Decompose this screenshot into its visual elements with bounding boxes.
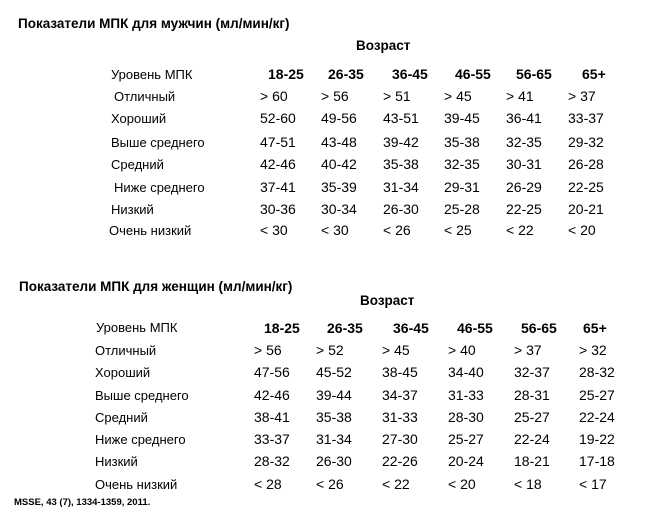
women-table-cell: > 56 bbox=[254, 342, 282, 358]
women-level-label: Хороший bbox=[95, 365, 151, 380]
women-table-cell: < 26 bbox=[316, 476, 344, 492]
women-table-cell: 35-38 bbox=[316, 409, 352, 425]
men-table-cell: 52-60 bbox=[260, 110, 296, 126]
men-table-cell: 30-31 bbox=[506, 156, 542, 172]
women-table-cell: 25-27 bbox=[514, 409, 550, 425]
women-table-cell: 27-30 bbox=[382, 431, 418, 447]
men-table-cell: 22-25 bbox=[506, 201, 542, 217]
women-table-title: Показатели МПК для женщин (мл/мин/кг) bbox=[19, 279, 293, 294]
men-table-cell: 47-51 bbox=[260, 134, 296, 150]
men-level-header: Уровень МПК bbox=[111, 67, 193, 82]
women-table-cell: 38-41 bbox=[254, 409, 290, 425]
men-table-cell: < 20 bbox=[568, 222, 596, 238]
women-table-cell: 42-46 bbox=[254, 387, 290, 403]
men-table-cell: > 60 bbox=[260, 88, 288, 104]
men-level-label: Выше среднего bbox=[111, 135, 205, 150]
men-table-cell: < 26 bbox=[383, 222, 411, 238]
women-table-cell: < 18 bbox=[514, 476, 542, 492]
men-table-cell: 39-45 bbox=[444, 110, 480, 126]
men-age-group-header: 18-25 bbox=[268, 66, 304, 82]
women-table-cell: 20-24 bbox=[448, 453, 484, 469]
women-level-label: Очень низкий bbox=[95, 477, 178, 492]
women-table-cell: 28-32 bbox=[254, 453, 290, 469]
men-table-cell: 26-29 bbox=[506, 179, 542, 195]
women-table-cell: 31-33 bbox=[382, 409, 418, 425]
men-level-label: Ниже среднего bbox=[114, 180, 205, 195]
men-table-cell: 35-38 bbox=[383, 156, 419, 172]
men-level-label: Средний bbox=[111, 157, 164, 172]
women-level-header: Уровень МПК bbox=[96, 320, 178, 335]
men-table-cell: 43-48 bbox=[321, 134, 357, 150]
women-table-cell: 28-30 bbox=[448, 409, 484, 425]
men-table-cell: 29-32 bbox=[568, 134, 604, 150]
men-age-group-header: 46-55 bbox=[455, 66, 491, 82]
women-table-cell: 32-37 bbox=[514, 364, 550, 380]
men-level-label: Отличный bbox=[114, 89, 176, 104]
men-table-cell: 32-35 bbox=[444, 156, 480, 172]
men-table-cell: < 30 bbox=[260, 222, 288, 238]
women-level-label: Низкий bbox=[95, 454, 138, 469]
men-table-cell: 36-41 bbox=[506, 110, 542, 126]
men-table-cell: 35-38 bbox=[444, 134, 480, 150]
women-table-cell: > 32 bbox=[579, 342, 607, 358]
women-level-label: Средний bbox=[95, 410, 148, 425]
men-age-group-header: 56-65 bbox=[516, 66, 552, 82]
women-table-cell: 34-40 bbox=[448, 364, 484, 380]
women-table-cell: 39-44 bbox=[316, 387, 352, 403]
men-table-cell: 39-42 bbox=[383, 134, 419, 150]
women-table-cell: 34-37 bbox=[382, 387, 418, 403]
men-age-label: Возраст bbox=[356, 38, 411, 53]
men-age-group-header: 26-35 bbox=[328, 66, 364, 82]
women-table-cell: > 40 bbox=[448, 342, 476, 358]
women-table-cell: 28-31 bbox=[514, 387, 550, 403]
men-table-cell: > 41 bbox=[506, 88, 534, 104]
men-table-cell: 26-28 bbox=[568, 156, 604, 172]
women-table-cell: < 17 bbox=[579, 476, 607, 492]
men-table-cell: 37-41 bbox=[260, 179, 296, 195]
men-table-cell: < 22 bbox=[506, 222, 534, 238]
women-table-cell: 18-21 bbox=[514, 453, 550, 469]
men-age-group-header: 65+ bbox=[582, 66, 606, 82]
men-table-cell: < 30 bbox=[321, 222, 349, 238]
men-level-label: Хороший bbox=[111, 111, 167, 126]
women-table-cell: 22-24 bbox=[514, 431, 550, 447]
men-table-cell: 43-51 bbox=[383, 110, 419, 126]
women-age-group-header: 18-25 bbox=[264, 320, 300, 336]
women-table-cell: 45-52 bbox=[316, 364, 352, 380]
women-table-cell: 17-18 bbox=[579, 453, 615, 469]
women-table-cell: 22-26 bbox=[382, 453, 418, 469]
women-age-group-header: 56-65 bbox=[521, 320, 557, 336]
women-level-label: Отличный bbox=[95, 343, 157, 358]
women-table-cell: 26-30 bbox=[316, 453, 352, 469]
women-table-cell: 47-56 bbox=[254, 364, 290, 380]
women-table-cell: 22-24 bbox=[579, 409, 615, 425]
men-table-cell: > 37 bbox=[568, 88, 596, 104]
women-table-cell: > 37 bbox=[514, 342, 542, 358]
women-table-cell: < 22 bbox=[382, 476, 410, 492]
women-age-label: Возраст bbox=[360, 293, 415, 308]
women-age-group-header: 65+ bbox=[583, 320, 607, 336]
women-table-cell: < 28 bbox=[254, 476, 282, 492]
men-table-cell: 42-46 bbox=[260, 156, 296, 172]
women-table-cell: 25-27 bbox=[448, 431, 484, 447]
women-table-cell: 25-27 bbox=[579, 387, 615, 403]
men-table-cell: 25-28 bbox=[444, 201, 480, 217]
men-level-label: Очень низкий bbox=[109, 223, 192, 238]
men-table-cell: 32-35 bbox=[506, 134, 542, 150]
men-table-cell: 20-21 bbox=[568, 201, 604, 217]
men-table-cell: 35-39 bbox=[321, 179, 357, 195]
men-table-cell: < 25 bbox=[444, 222, 472, 238]
men-table-cell: > 51 bbox=[383, 88, 411, 104]
women-table-cell: 31-33 bbox=[448, 387, 484, 403]
women-table-cell: > 45 bbox=[382, 342, 410, 358]
women-level-label: Ниже среднего bbox=[95, 432, 186, 447]
women-age-group-header: 36-45 bbox=[393, 320, 429, 336]
men-table-cell: > 56 bbox=[321, 88, 349, 104]
women-table-cell: 19-22 bbox=[579, 431, 615, 447]
men-level-label: Низкий bbox=[111, 202, 154, 217]
women-age-group-header: 26-35 bbox=[327, 320, 363, 336]
women-table-cell: 28-32 bbox=[579, 364, 615, 380]
women-table-cell: 31-34 bbox=[316, 431, 352, 447]
women-table-cell: 38-45 bbox=[382, 364, 418, 380]
women-table-cell: < 20 bbox=[448, 476, 476, 492]
source-citation: MSSE, 43 (7), 1334-1359, 2011. bbox=[14, 497, 151, 508]
men-table-cell: 26-30 bbox=[383, 201, 419, 217]
men-table-cell: 49-56 bbox=[321, 110, 357, 126]
men-table-cell: 40-42 bbox=[321, 156, 357, 172]
women-table-cell: > 52 bbox=[316, 342, 344, 358]
men-table-cell: 30-34 bbox=[321, 201, 357, 217]
women-level-label: Выше среднего bbox=[95, 388, 189, 403]
men-table-cell: 22-25 bbox=[568, 179, 604, 195]
men-age-group-header: 36-45 bbox=[392, 66, 428, 82]
men-table-cell: 31-34 bbox=[383, 179, 419, 195]
men-table-cell: 33-37 bbox=[568, 110, 604, 126]
men-table-cell: 30-36 bbox=[260, 201, 296, 217]
men-table-cell: 29-31 bbox=[444, 179, 480, 195]
women-table-cell: 33-37 bbox=[254, 431, 290, 447]
women-age-group-header: 46-55 bbox=[457, 320, 493, 336]
men-table-cell: > 45 bbox=[444, 88, 472, 104]
men-table-title: Показатели МПК для мужчин (мл/мин/кг) bbox=[18, 16, 290, 31]
